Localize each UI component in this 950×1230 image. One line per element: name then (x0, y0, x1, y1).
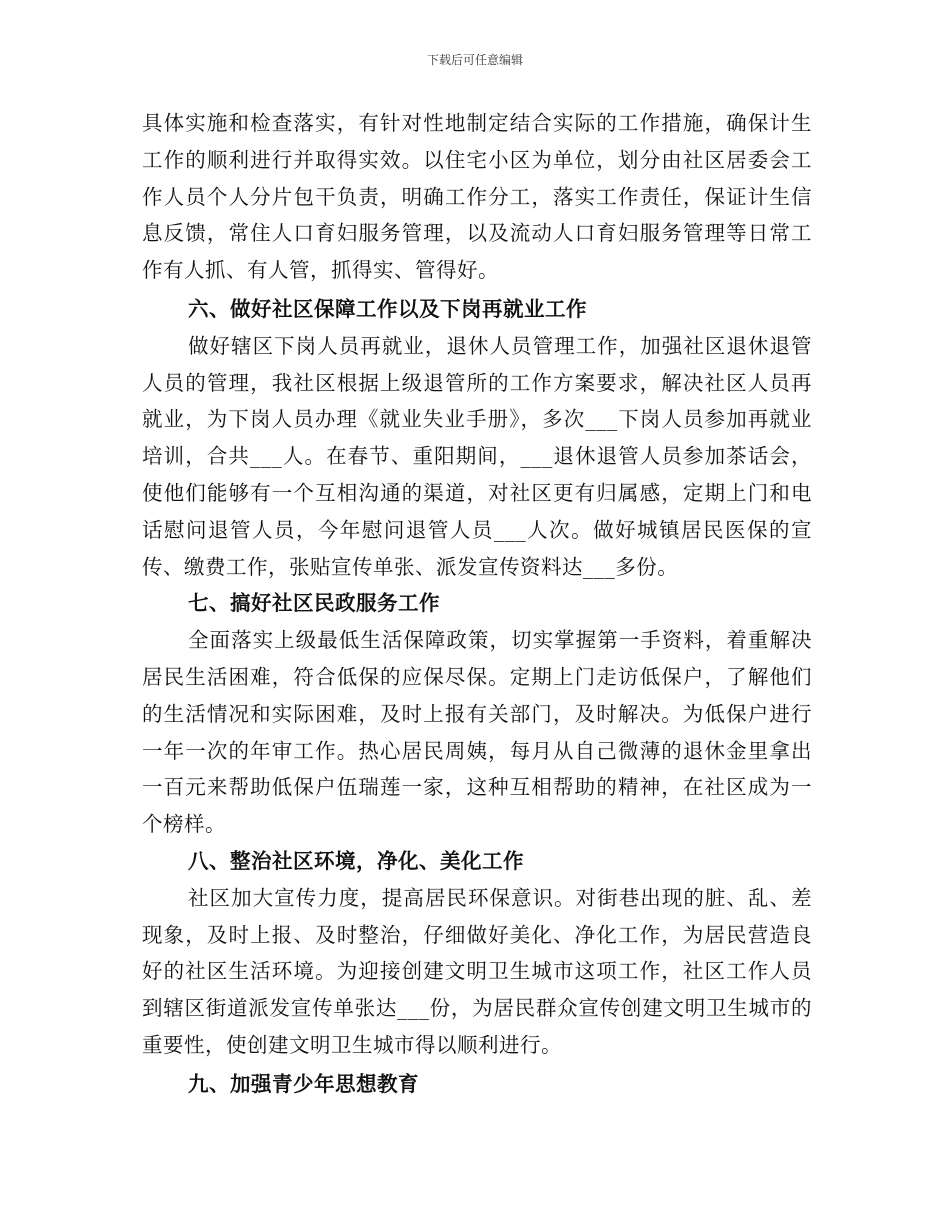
paragraph-section-7: 全面落实上级最低生活保障政策，切实掌握第一手资料，着重解决居民生活困难，符合低保的应保尽保。定期上门走访低保户，了解他们的生活情况和实际困难，及时上报有关部门，及时解决。为低保户进行一年一次的年审工作。热心居民周姨，每月从自己微薄的退休金里拿出一百元来帮助低保户伍瑞莲一家，这种互相帮助的精神，在社区成为一个榜样。 (142, 628, 812, 837)
heading-section-9: 九、加强青少年思想教育 (188, 1071, 419, 1096)
paragraph-section-6: 做好辖区下岗人员再就业，退休人员管理工作，加强社区退休退管人员的管理，我社区根据上级退管所的工作方案要求，解决社区人员再就业，为下岗人员办理《就业失业手册》，多次___下岗人员参加再就业培训，合共___人。在春节、重阳期间，___退休退管人员参加茶话会，使他们能够有一个互相沟通的渠道，对社区更有归属感，定期上门和电话慰问退管人员，今年慰问退管人员___人次。做好城镇居民医保的宣传、缴费工作，张贴宣传单张、派发宣传资料达___多份。 (142, 333, 812, 579)
heading-section-6: 六、做好社区保障工作以及下岗再就业工作 (188, 296, 587, 321)
paragraph-section-8: 社区加大宣传力度，提高居民环保意识。对街巷出现的脏、乱、差现象，及时上报、及时整治，仔细做好美化、净化工作，为居民营造良好的社区生活环境。为迎接创建文明卫生城市这项工作，社区工作人员到辖区街道派发宣传单张达___份，为居民群众宣传创建文明卫生城市的重要性，使创建文明卫生城市得以顺利进行。 (142, 885, 812, 1057)
page-header: 下载后可任意编辑 (426, 53, 523, 67)
paragraph-planning-continuation: 具体实施和检查落实，有针对性地制定结合实际的工作措施，确保计生工作的顺利进行并取得实效。以住宅小区为单位，划分由社区居委会工作人员个人分片包干负责，明确工作分工，落实工作责任，保证计生信息反馈，常住人口育妇服务管理，以及流动人口育妇服务管理等日常工作有人抓、有人管，抓得实、管得好。 (142, 111, 812, 283)
document-body (142, 105, 812, 1103)
heading-section-7: 七、搞好社区民政服务工作 (188, 591, 440, 616)
heading-section-8: 八、整治社区环境，净化、美化工作 (188, 848, 524, 873)
